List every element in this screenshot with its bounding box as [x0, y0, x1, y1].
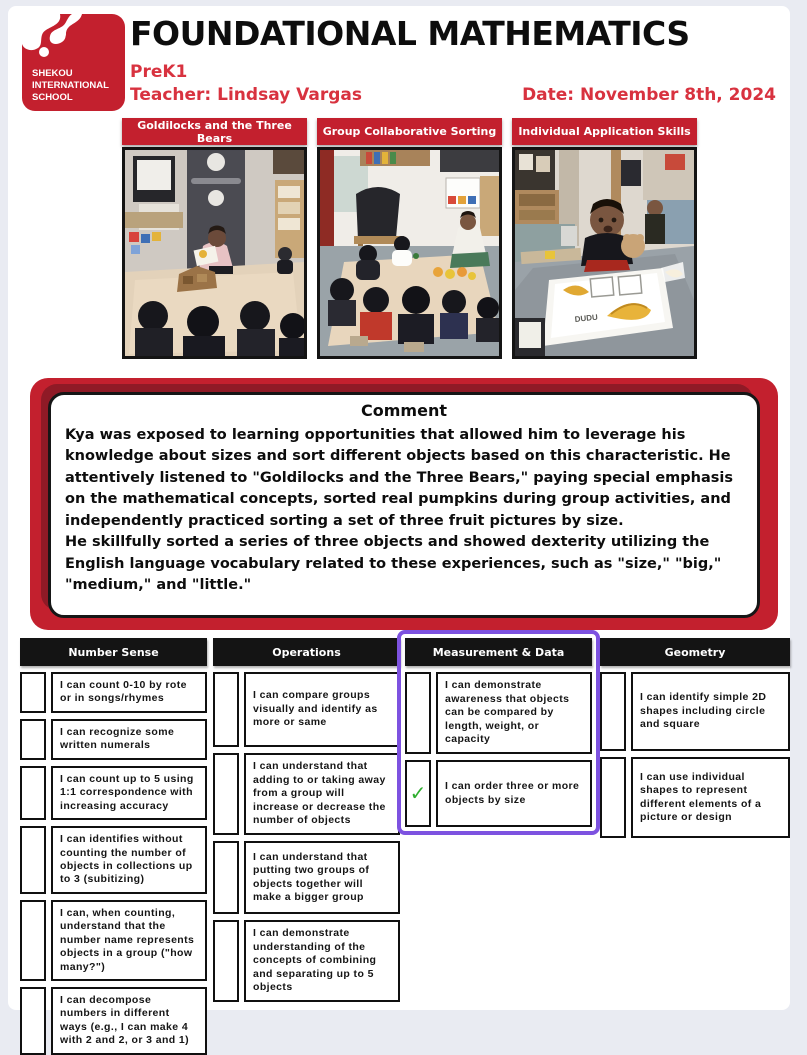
- school-logo: [22, 14, 125, 111]
- checkbox[interactable]: [20, 900, 46, 981]
- rubric-row: [20, 826, 207, 894]
- group-sorting-photo: [317, 147, 502, 359]
- checkbox[interactable]: [20, 766, 46, 820]
- rubric-column-geometry: [600, 638, 790, 838]
- grade-label: PreK1: [130, 62, 188, 82]
- checkbox[interactable]: [20, 719, 46, 760]
- rubric-row: [213, 841, 400, 914]
- comment-paragraph-2: He skillfully sorted a series of three objects and showed dexterity utilizing the English language vocabulary related to these experiences, such as "size," "big," "medium," and "little.": [65, 534, 722, 594]
- logo-text-line2: INTERNATIONAL: [32, 80, 109, 91]
- comment-inner-panel: [48, 392, 760, 618]
- gecko-logo-icon: [22, 14, 125, 111]
- checkbox[interactable]: [213, 672, 239, 747]
- rubric-item-text: I can recognize some written numerals: [51, 719, 207, 760]
- photo-card-individual-skills: [512, 118, 697, 359]
- photo-label: Individual Application Skills: [512, 118, 697, 145]
- checkbox-checked[interactable]: [405, 760, 431, 827]
- activity-photos: [122, 118, 697, 359]
- rubric-column-operations: [213, 638, 400, 1002]
- rubric-row: [405, 672, 592, 754]
- rubric-item-text: I can identify simple 2D shapes including circle and square: [631, 672, 790, 751]
- teacher-label: Teacher: Lindsay Vargas: [130, 85, 362, 105]
- rubric-item-text: I can demonstrate awareness that objects can be compared by length, weight, or capacity: [436, 672, 592, 754]
- photo-label: Goldilocks and the Three Bears: [122, 118, 307, 145]
- column-header-geometry: Geometry: [600, 638, 790, 666]
- rubric-item-text: I can count up to 5 using 1:1 correspondence with increasing accuracy: [51, 766, 207, 820]
- comment-paragraph-1: Kya was exposed to learning opportunities that allowed him to leverage his knowledge about sizes and sort different objects based on this characteristic. He attentively listened to "Goldilocks and the Three Bears," paying special emphasis on the mathematical concepts, sorted real pumpkins during group activities, and independently practiced sorting a set of three fruit pictures by size.: [65, 427, 733, 529]
- rubric-item-text: I can, when counting, understand that the number name represents objects in a group ("how many?"): [51, 900, 207, 981]
- rubric-item-text: I can compare groups visually and identify as more or same: [244, 672, 400, 747]
- report-page: [8, 6, 790, 1047]
- rubric-row: [20, 900, 207, 981]
- column-header-number-sense: Number Sense: [20, 638, 207, 666]
- checkbox[interactable]: [600, 672, 626, 751]
- date-label: Date: November 8th, 2024: [522, 85, 776, 105]
- logo-text-line3: SCHOOL: [32, 92, 73, 103]
- storytime-photo: [122, 147, 307, 359]
- svg-text:DUDU: DUDU: [574, 312, 599, 324]
- comment-box: [30, 378, 778, 630]
- rubric-row: [20, 766, 207, 820]
- individual-skills-photo: [512, 147, 697, 359]
- column-header-measurement-data: Measurement & Data: [405, 638, 592, 666]
- checkbox[interactable]: [600, 757, 626, 838]
- rubric-row: [405, 760, 592, 827]
- rubric-row: [213, 672, 400, 747]
- rubric-row: [213, 753, 400, 835]
- logo-text-line1: SHEKOU: [32, 68, 73, 79]
- rubric-item-text: I can understand that putting two groups of objects together will make a bigger group: [244, 841, 400, 914]
- checkbox[interactable]: [213, 920, 239, 1002]
- rubric-row: [600, 757, 790, 838]
- rubric-item-text: I can count 0-10 by rote or in songs/rhymes: [51, 672, 207, 713]
- column-header-operations: Operations: [213, 638, 400, 666]
- rubric-item-text: I can use individual shapes to represent different elements of a picture or design: [631, 757, 790, 838]
- rubric-row: [600, 672, 790, 751]
- checkbox[interactable]: [20, 987, 46, 1055]
- checkbox[interactable]: [213, 841, 239, 914]
- rubric-column-number-sense: [20, 638, 207, 1055]
- checkbox[interactable]: [20, 826, 46, 894]
- page-title: FOUNDATIONAL MATHEMATICS: [130, 14, 690, 53]
- photo-card-storytime: [122, 118, 307, 359]
- rubric-row: [20, 987, 207, 1055]
- checkbox[interactable]: [405, 672, 431, 754]
- rubric-item-text: I can order three or more objects by size: [436, 760, 592, 827]
- comment-title: Comment: [361, 401, 447, 420]
- rubric-item-text: I can understand that adding to or taking away from a group will increase or decrease the number of objects: [244, 753, 400, 835]
- photo-label: Group Collaborative Sorting: [317, 118, 502, 145]
- rubric-item-text: I can identifies without counting the number of objects in collections up to 3 (subitizing): [51, 826, 207, 894]
- rubric-row: [213, 920, 400, 1002]
- rubric-column-measurement-data-highlight: [405, 638, 592, 835]
- rubric-row: [20, 672, 207, 713]
- rubric-row: [20, 719, 207, 760]
- photo-card-group-sorting: [317, 118, 502, 359]
- checkbox[interactable]: [20, 672, 46, 713]
- rubric-item-text: I can demonstrate understanding of the concepts of combining and separating up to 5 objects: [244, 920, 400, 1002]
- checkmark-icon: ✓: [409, 780, 427, 805]
- rubric-item-text: I can decompose numbers in different ways (e.g., I can make 4 with 2 and 2, or 3 and 1): [51, 987, 207, 1055]
- checkbox[interactable]: [213, 753, 239, 835]
